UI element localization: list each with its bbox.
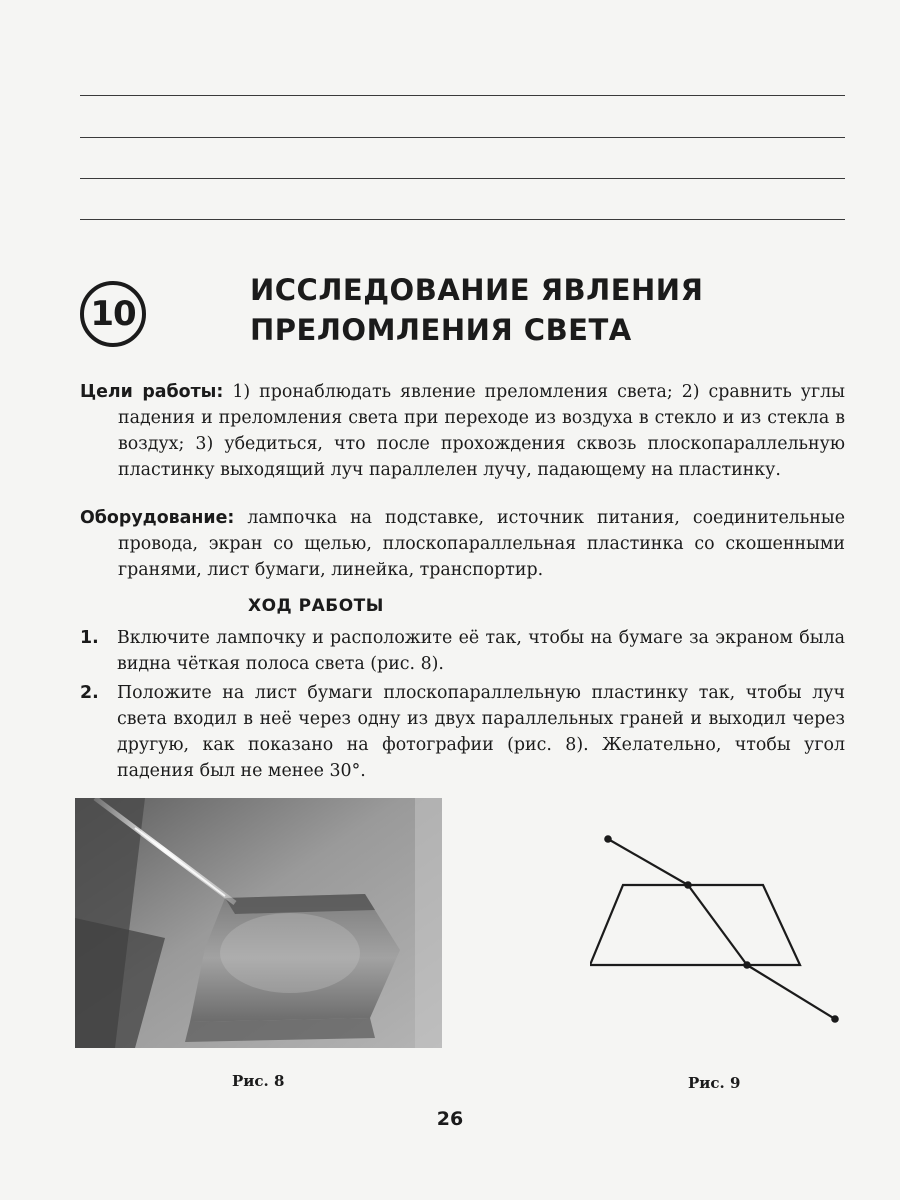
figure-8-caption: Рис. 8 [232, 1072, 285, 1090]
incident-ray [608, 839, 688, 885]
lesson-title-line-1: ИССЛЕДОВАНИЕ ЯВЛЕНИЯ [250, 273, 704, 307]
exit-point [743, 961, 751, 969]
figure-9-refraction-diagram [590, 825, 850, 1030]
equipment-label: Оборудование: [80, 508, 235, 528]
lesson-number: 10 [90, 294, 136, 334]
step-text: Включите лампочку и расположите её так, чтобы на бумаге за экраном была видна чёткая полоса света (рис. 8). [117, 628, 845, 674]
step-text: Положите на лист бумаги плоскопараллельную пластинку так, чтобы луч света входил в неё через одну из двух параллельных граней и выходил через другую, как показано на фотографии (рис. 8). Желательно, чтобы угол падения был не менее 30°. [117, 683, 845, 781]
lesson-number-badge [80, 281, 146, 347]
step-number: 1. [80, 628, 99, 648]
ray-start-point [604, 835, 612, 843]
glass-plate-trapezoid [590, 885, 800, 965]
goals-label: Цели работы: [80, 382, 224, 402]
equipment-text: лампочка на подставке, источник питания, соединительные провода, экран со щелью, плоскопараллельная пластинка со скошенными гранями, лист бумаги, линейка, транспортир. [118, 508, 845, 580]
refracted-ray [688, 885, 747, 965]
answer-line [80, 137, 845, 138]
equipment-paragraph [80, 505, 845, 583]
procedure-heading: ХОД РАБОТЫ [248, 596, 384, 616]
answer-line [80, 178, 845, 179]
figure-8-photo [75, 798, 442, 1048]
page-number: 26 [436, 1108, 464, 1130]
procedure-step [80, 680, 845, 784]
entry-point [684, 881, 692, 889]
answer-line [80, 219, 845, 220]
goals-paragraph [80, 379, 845, 483]
refraction-photo-image [75, 798, 442, 1048]
emergent-ray [747, 965, 835, 1019]
answer-line [80, 95, 845, 96]
lesson-title-line-2: ПРЕЛОМЛЕНИЯ СВЕТА [250, 313, 632, 347]
step-number: 2. [80, 683, 99, 703]
figure-9-caption: Рис. 9 [688, 1074, 741, 1092]
lesson-title [250, 270, 703, 350]
procedure-step [80, 625, 845, 677]
goals-text: 1) пронаблюдать явление преломления света; 2) сравнить углы падения и преломления света при переходе из воздуха в стекло и из стекла в воздух; 3) убедиться, что после прохождения сквозь плоскопараллельную пластинку выходящий луч параллелен лучу, падающему на пластинку. [118, 382, 845, 480]
ray-end-point [831, 1015, 839, 1023]
